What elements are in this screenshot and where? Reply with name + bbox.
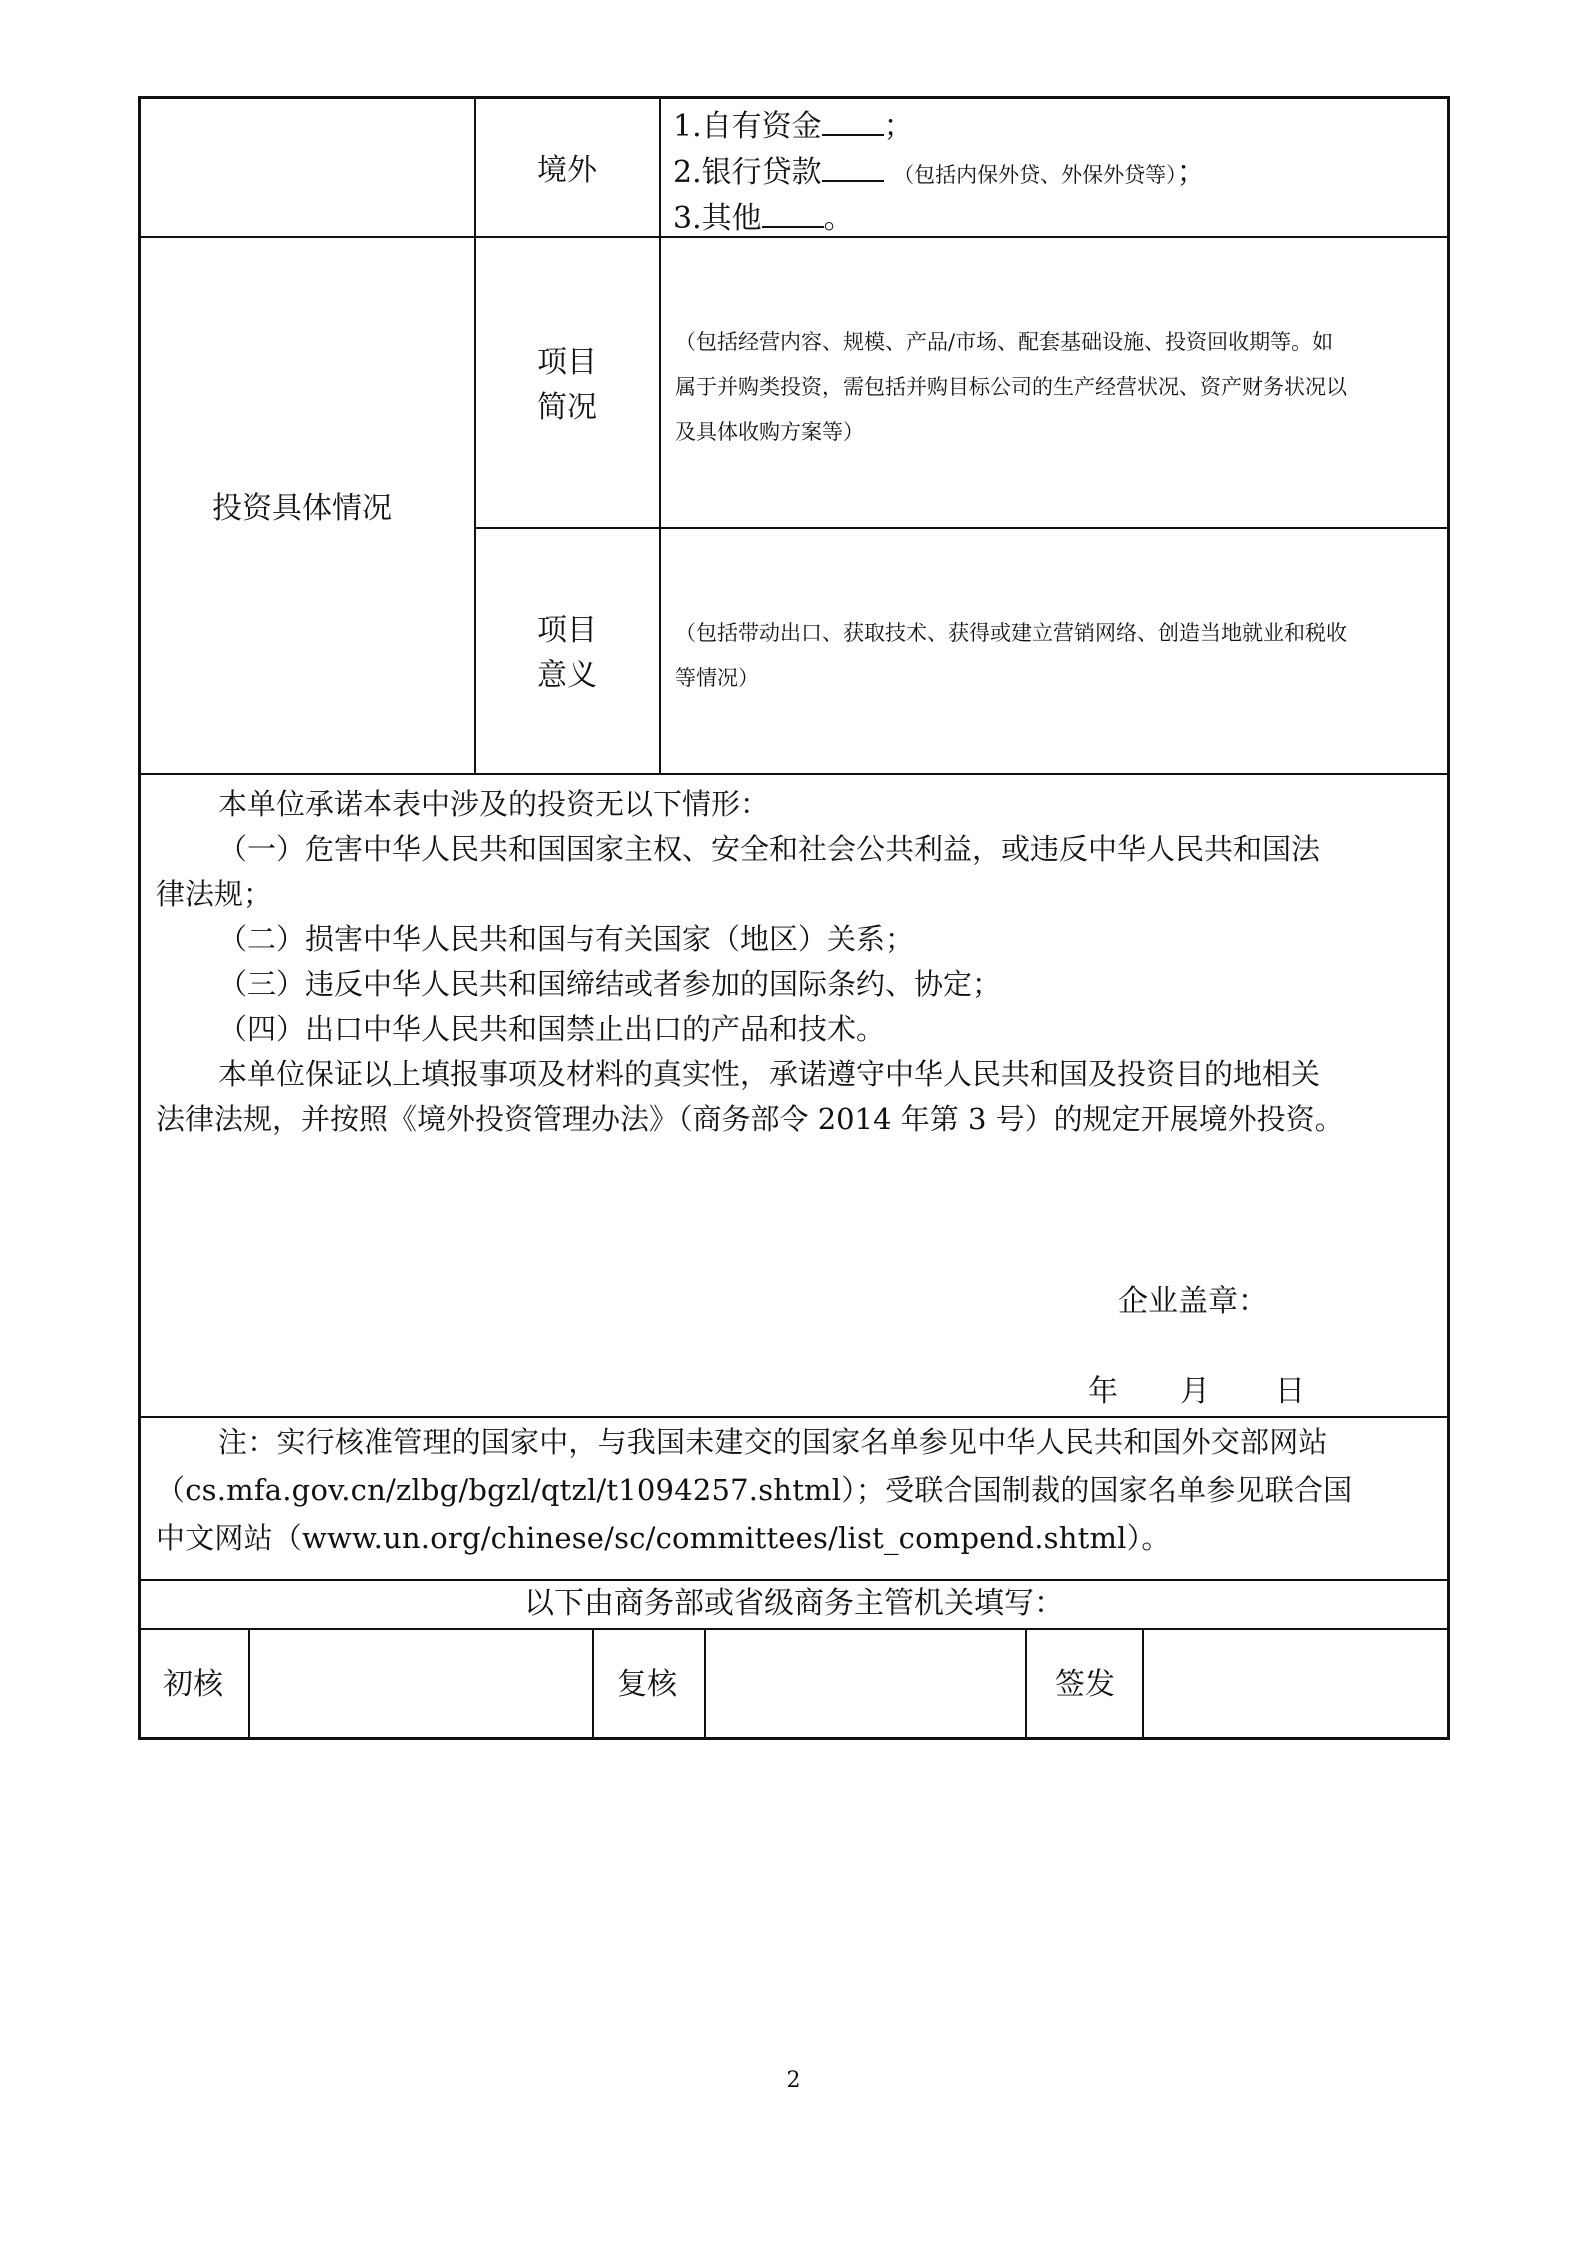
authority-header: 以下由商务部或省级商务主管机关填写： <box>524 1586 1064 1621</box>
row-divider <box>138 773 1450 775</box>
project-significance-hint-line2: 等情况） <box>675 666 759 690</box>
project-significance-label-line1: 项目 <box>537 613 597 648</box>
overseas-label: 境外 <box>537 153 597 188</box>
second-review-label: 复核 <box>617 1667 677 1702</box>
project-overview-input-area[interactable] <box>661 238 1448 527</box>
own-capital-blank[interactable] <box>822 110 884 136</box>
issue-field[interactable] <box>1144 1630 1448 1738</box>
project-overview-label-line2: 简况 <box>537 390 597 425</box>
funding-item-other: 3.其他 。 <box>673 201 854 236</box>
date-month-label: 月 <box>1180 1374 1210 1409</box>
note-section: 注：实行核准管理的国家中，与我国未建交的国家名单参见中华人民共和国外交部网站 （cs.mfa.gov.cn/zlbg/bgzl/qtzl/t1094257.shtml）；受联合国制裁的国家名单参见联合国 中文网站（www.un.org/chinese/sc/committees/list_compend.shtml）。 <box>156 1425 1353 1555</box>
funding-item-bank-loan: 2.银行贷款 （包括内保外贷、外保外贷等）； <box>673 155 1207 190</box>
initial-review-label: 初核 <box>163 1667 223 1702</box>
column-divider <box>1025 1628 1027 1740</box>
date-day-label: 日 <box>1275 1374 1305 1409</box>
other-funding-blank[interactable] <box>762 202 824 228</box>
project-overview-label-line1: 项目 <box>537 345 597 380</box>
initial-review-field[interactable] <box>250 1630 592 1738</box>
column-divider <box>592 1628 594 1740</box>
row-divider <box>138 1579 1450 1581</box>
commitment-statement: 本单位承诺本表中涉及的投资无以下情形： （一）危害中华人民共和国国家主权、安全和社会公共利益，或违反中华人民共和国法 律法规； （二）损害中华人民共和国与有关国家（地区）关系； （三）违反中华人民共和国缔结或者参加的国际条约、协定； （四）出口中华人民共和国禁止出口的产品和技术。 本单位保证以上填报事项及材料的真实性，承诺遵守中华人民共和国及投资目的地相关 法律法规，并按照《境外投资管理办法》（商务部令 2014 年第 3 号）的规定开展境外投资。 <box>156 787 1344 1136</box>
project-significance-input-area[interactable] <box>661 529 1448 773</box>
project-overview-hint-line2: 属于并购类投资，需包括并购目标公司的生产经营状况、资产财务状况以 <box>675 375 1347 399</box>
company-seal-label: 企业盖章： <box>1118 1284 1268 1319</box>
project-overview-hint-line1: （包括经营内容、规模、产品/市场、配套基础设施、投资回收期等。如 <box>675 330 1334 354</box>
funding-item-own-capital: 1.自有资金 ； <box>673 109 914 144</box>
project-overview-hint-line3: 及具体收购方案等） <box>675 420 864 444</box>
project-significance-hint-line1: （包括带动出口、获取技术、获得或建立营销网络、创造当地就业和税收 <box>675 621 1347 645</box>
bank-loan-blank[interactable] <box>822 156 884 182</box>
column-divider <box>474 96 476 773</box>
page-number: 2 <box>786 2068 801 2093</box>
project-significance-label-line2: 意义 <box>537 658 597 693</box>
investment-details-label: 投资具体情况 <box>212 491 392 526</box>
date-year-label: 年 <box>1088 1374 1118 1409</box>
second-review-field[interactable] <box>706 1630 1025 1738</box>
issue-label: 签发 <box>1055 1667 1115 1702</box>
